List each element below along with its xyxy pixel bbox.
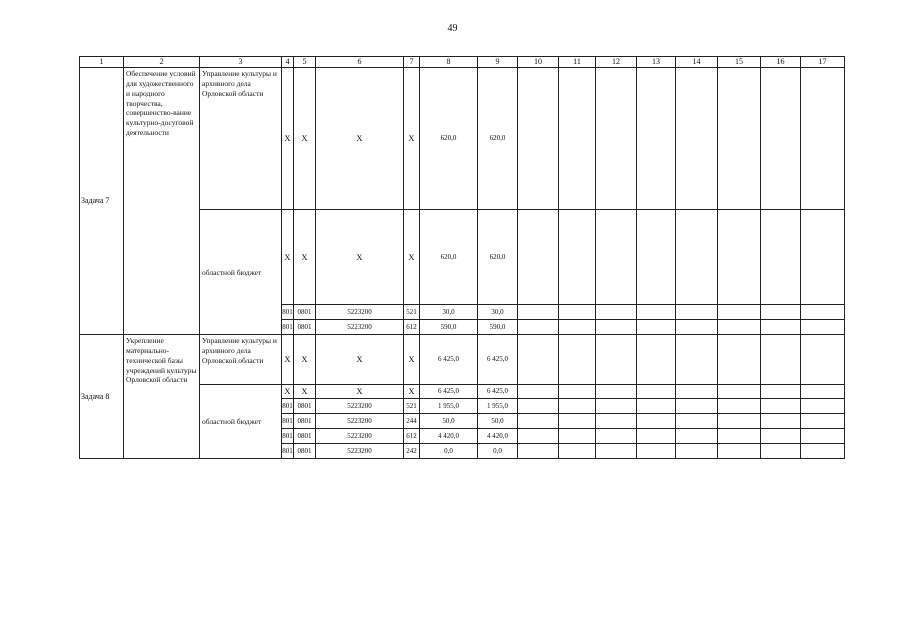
empty-cell xyxy=(801,305,845,320)
cell-col4: 801 xyxy=(282,414,294,429)
empty-cell xyxy=(676,210,718,305)
empty-cell xyxy=(761,429,801,444)
empty-cell xyxy=(559,320,596,335)
cell-col8: 620,0 xyxy=(420,68,478,210)
column-number: 9 xyxy=(478,57,518,68)
task-label: Задача 7 xyxy=(80,68,124,335)
column-number: 14 xyxy=(676,57,718,68)
cell-col5: 0801 xyxy=(294,305,316,320)
cell-col7: 612 xyxy=(404,429,420,444)
empty-cell xyxy=(559,68,596,210)
empty-cell xyxy=(518,320,559,335)
column-number: 1 xyxy=(80,57,124,68)
empty-cell xyxy=(718,335,761,385)
empty-cell xyxy=(761,210,801,305)
empty-cell xyxy=(596,305,637,320)
empty-cell xyxy=(596,320,637,335)
empty-cell xyxy=(761,399,801,414)
cell-col7: Х xyxy=(404,210,420,305)
empty-cell xyxy=(637,320,676,335)
cell-col8: 50,0 xyxy=(420,414,478,429)
cell-col7: Х xyxy=(404,68,420,210)
empty-cell xyxy=(761,444,801,459)
empty-cell xyxy=(801,320,845,335)
cell-col9: 620,0 xyxy=(478,210,518,305)
empty-cell xyxy=(518,68,559,210)
column-number: 7 xyxy=(404,57,420,68)
column-number: 12 xyxy=(596,57,637,68)
empty-cell xyxy=(596,429,637,444)
empty-cell xyxy=(761,320,801,335)
cell-col5: Х xyxy=(294,210,316,305)
cell-col6: 5223200 xyxy=(316,414,404,429)
empty-cell xyxy=(596,385,637,399)
empty-cell xyxy=(718,444,761,459)
empty-cell xyxy=(518,429,559,444)
cell-col9: 590,0 xyxy=(478,320,518,335)
cell-col4: Х xyxy=(282,68,294,210)
cell-col4: Х xyxy=(282,210,294,305)
column-number: 5 xyxy=(294,57,316,68)
cell-col5: 0801 xyxy=(294,320,316,335)
task-name: Обеспечение условий для художественного и народного творчества, совершенство-вание культурно-досуговой деятельности xyxy=(124,68,200,335)
cell-col6: 5223200 xyxy=(316,320,404,335)
cell-col7: Х xyxy=(404,385,420,399)
cell-col8: 6 425,0 xyxy=(420,335,478,385)
column-number: 16 xyxy=(761,57,801,68)
cell-col7: 521 xyxy=(404,399,420,414)
empty-cell xyxy=(801,399,845,414)
empty-cell xyxy=(718,320,761,335)
cell-col8: 6 425,0 xyxy=(420,385,478,399)
page-number: 49 xyxy=(447,23,458,34)
empty-cell xyxy=(637,429,676,444)
cell-col7: 242 xyxy=(404,444,420,459)
empty-cell xyxy=(676,335,718,385)
empty-cell xyxy=(718,399,761,414)
empty-cell xyxy=(801,68,845,210)
column-number: 3 xyxy=(200,57,282,68)
empty-cell xyxy=(718,305,761,320)
empty-cell xyxy=(761,305,801,320)
empty-cell xyxy=(518,414,559,429)
cell-col7: 244 xyxy=(404,414,420,429)
cell-col8: 0,0 xyxy=(420,444,478,459)
empty-cell xyxy=(559,335,596,385)
empty-cell xyxy=(596,335,637,385)
column-number: 13 xyxy=(637,57,676,68)
task-8-executor-row xyxy=(80,335,845,385)
cell-col9: 50,0 xyxy=(478,414,518,429)
cell-col6: 5223200 xyxy=(316,305,404,320)
empty-cell xyxy=(559,429,596,444)
column-number: 2 xyxy=(124,57,200,68)
empty-cell xyxy=(518,210,559,305)
empty-cell xyxy=(518,444,559,459)
cell-col9: 6 425,0 xyxy=(478,385,518,399)
empty-cell xyxy=(676,385,718,399)
empty-cell xyxy=(761,335,801,385)
cell-col4: Х xyxy=(282,335,294,385)
column-number: 10 xyxy=(518,57,559,68)
cell-col6: 5223200 xyxy=(316,444,404,459)
empty-cell xyxy=(676,444,718,459)
empty-cell xyxy=(637,385,676,399)
empty-cell xyxy=(718,210,761,305)
cell-col5: Х xyxy=(294,385,316,399)
empty-cell xyxy=(718,414,761,429)
cell-col4: 801 xyxy=(282,320,294,335)
empty-cell xyxy=(801,414,845,429)
empty-cell xyxy=(637,399,676,414)
cell-col4: 801 xyxy=(282,444,294,459)
cell-col5: 0801 xyxy=(294,429,316,444)
cell-col8: 4 420,0 xyxy=(420,429,478,444)
budget-source: областной бюджет xyxy=(200,385,282,459)
cell-col5: Х xyxy=(294,335,316,385)
cell-col8: 1 955,0 xyxy=(420,399,478,414)
empty-cell xyxy=(761,385,801,399)
empty-cell xyxy=(596,444,637,459)
cell-col5: Х xyxy=(294,68,316,210)
empty-cell xyxy=(718,68,761,210)
cell-col6: Х xyxy=(316,210,404,305)
empty-cell xyxy=(559,385,596,399)
cell-col4: 801 xyxy=(282,429,294,444)
cell-col7: 521 xyxy=(404,305,420,320)
empty-cell xyxy=(718,429,761,444)
empty-cell xyxy=(637,305,676,320)
cell-col9: 6 425,0 xyxy=(478,335,518,385)
empty-cell xyxy=(596,414,637,429)
empty-cell xyxy=(518,385,559,399)
cell-col4: 801 xyxy=(282,305,294,320)
empty-cell xyxy=(637,444,676,459)
cell-col8: 620,0 xyxy=(420,210,478,305)
cell-col6: Х xyxy=(316,335,404,385)
empty-cell xyxy=(637,414,676,429)
cell-col9: 4 420,0 xyxy=(478,429,518,444)
empty-cell xyxy=(518,305,559,320)
column-number: 6 xyxy=(316,57,404,68)
cell-col8: 590,0 xyxy=(420,320,478,335)
task-executor: Управление культуры и архивного дела Орловской области xyxy=(200,68,282,210)
empty-cell xyxy=(801,429,845,444)
column-number: 15 xyxy=(718,57,761,68)
empty-cell xyxy=(761,414,801,429)
empty-cell xyxy=(801,385,845,399)
cell-col6: Х xyxy=(316,68,404,210)
empty-cell xyxy=(518,399,559,414)
task-name: Укрепление материально-технической базы учреждений культуры Орловской области xyxy=(124,335,200,459)
empty-cell xyxy=(559,399,596,414)
cell-col6: Х xyxy=(316,385,404,399)
task-label: Задача 8 xyxy=(80,335,124,459)
empty-cell xyxy=(637,210,676,305)
column-number: 11 xyxy=(559,57,596,68)
empty-cell xyxy=(518,335,559,385)
empty-cell xyxy=(559,444,596,459)
empty-cell xyxy=(761,68,801,210)
task-executor: Управление культуры и архивного дела Орловской области xyxy=(200,335,282,385)
empty-cell xyxy=(676,429,718,444)
cell-col9: 620,0 xyxy=(478,68,518,210)
empty-cell xyxy=(676,68,718,210)
cell-col8: 30,0 xyxy=(420,305,478,320)
empty-cell xyxy=(801,335,845,385)
cell-col6: 5223200 xyxy=(316,399,404,414)
cell-col9: 30,0 xyxy=(478,305,518,320)
empty-cell xyxy=(676,414,718,429)
empty-cell xyxy=(596,399,637,414)
empty-cell xyxy=(637,68,676,210)
column-number: 8 xyxy=(420,57,478,68)
empty-cell xyxy=(559,305,596,320)
empty-cell xyxy=(596,68,637,210)
empty-cell xyxy=(676,305,718,320)
cell-col9: 0,0 xyxy=(478,444,518,459)
column-number-row xyxy=(80,57,845,68)
budget-table xyxy=(79,56,845,459)
empty-cell xyxy=(596,210,637,305)
cell-col5: 0801 xyxy=(294,414,316,429)
cell-col6: 5223200 xyxy=(316,429,404,444)
empty-cell xyxy=(559,210,596,305)
cell-col5: 0801 xyxy=(294,444,316,459)
budget-source: областной бюджет xyxy=(200,210,282,335)
column-number: 4 xyxy=(282,57,294,68)
cell-col4: Х xyxy=(282,385,294,399)
empty-cell xyxy=(637,335,676,385)
column-number: 17 xyxy=(801,57,845,68)
task-7-executor-row xyxy=(80,68,845,210)
cell-col7: 612 xyxy=(404,320,420,335)
empty-cell xyxy=(676,399,718,414)
cell-col4: 801 xyxy=(282,399,294,414)
empty-cell xyxy=(801,210,845,305)
cell-col7: Х xyxy=(404,335,420,385)
empty-cell xyxy=(676,320,718,335)
empty-cell xyxy=(801,444,845,459)
cell-col9: 1 955,0 xyxy=(478,399,518,414)
empty-cell xyxy=(559,414,596,429)
cell-col5: 0801 xyxy=(294,399,316,414)
empty-cell xyxy=(718,385,761,399)
